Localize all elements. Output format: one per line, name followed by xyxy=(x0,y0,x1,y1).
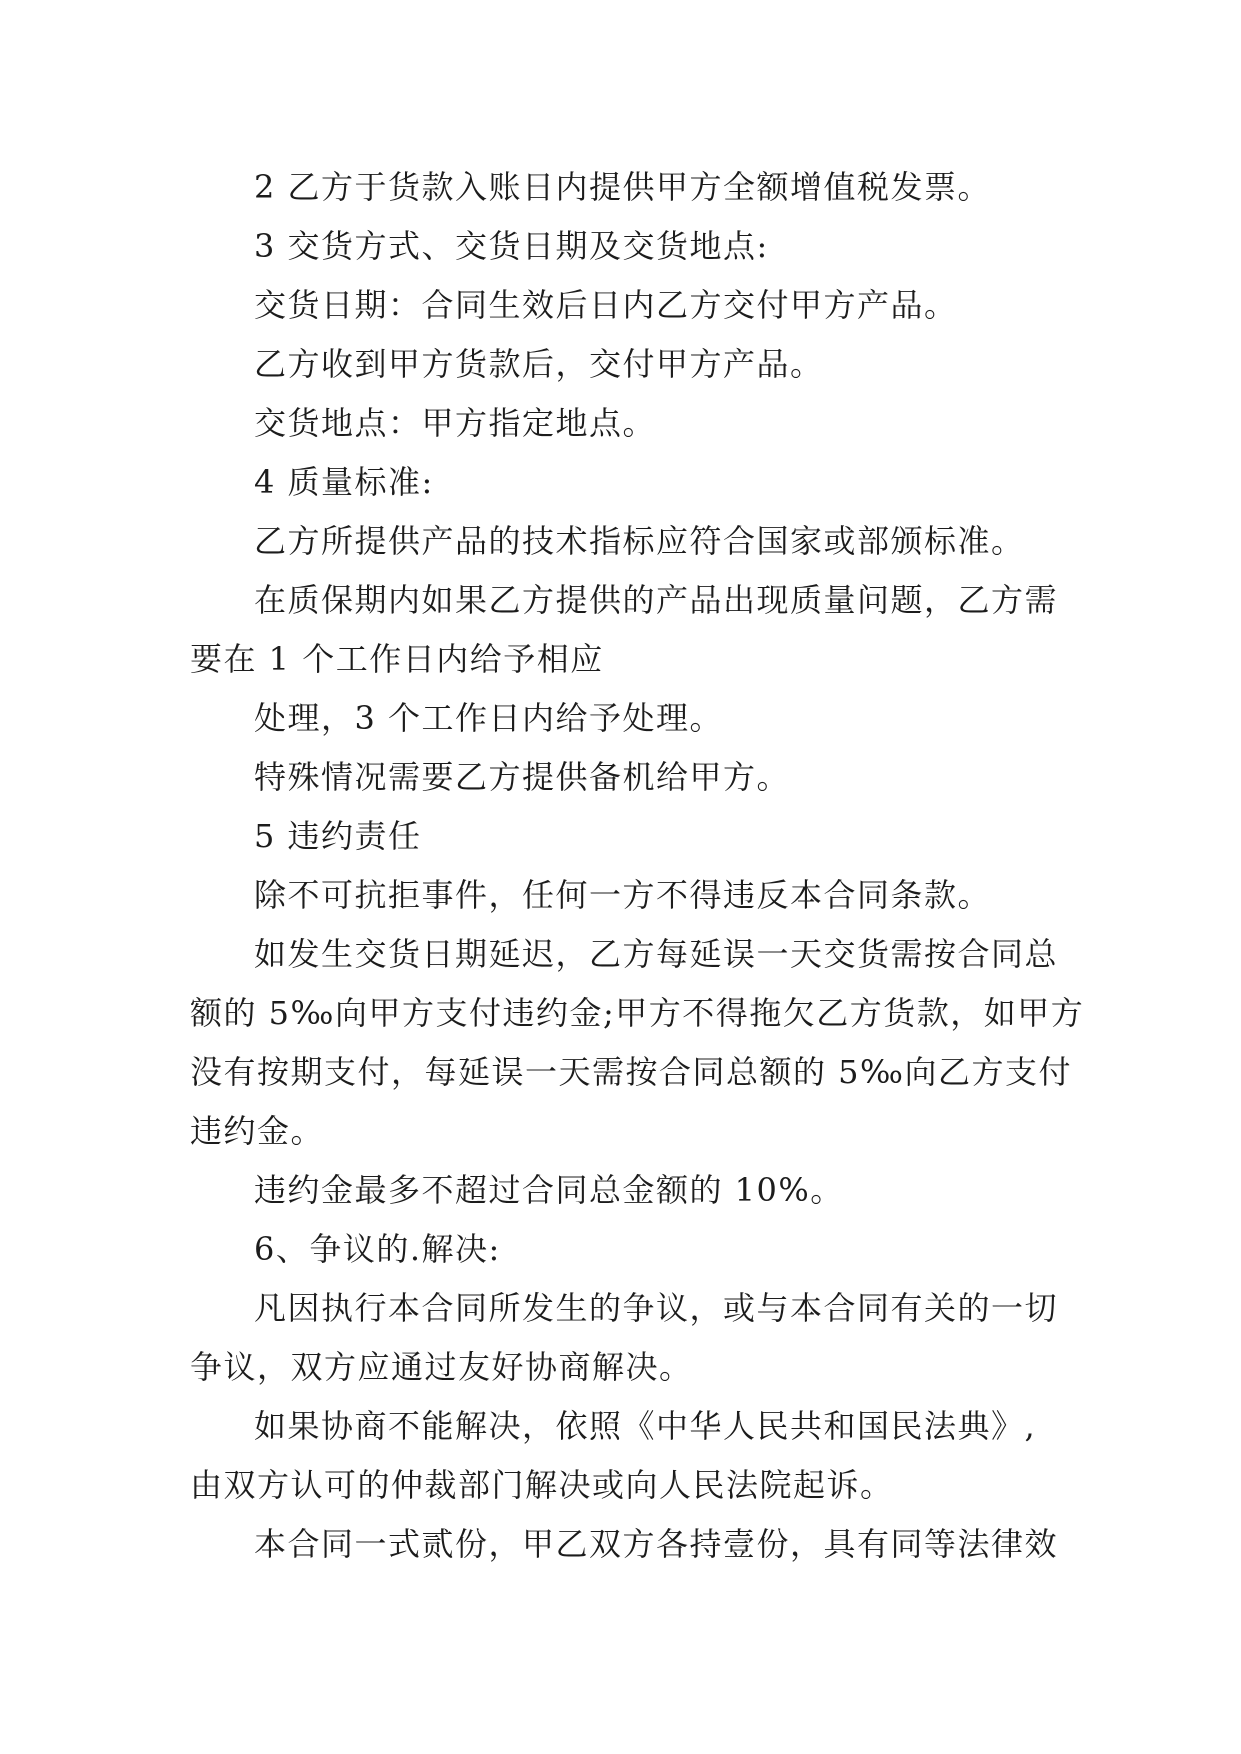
text-line: 5 违约责任 xyxy=(254,817,422,855)
text-line: 除不可抗拒事件，任何一方不得违反本合同条款。 xyxy=(254,876,992,914)
text-line: 如发生交货日期延迟，乙方每延误一天交货需按合同总 xyxy=(254,935,1059,973)
document-body xyxy=(190,158,1085,1574)
text-line: 交货地点：甲方指定地点。 xyxy=(254,404,657,442)
text-line: 由双方认可的仲裁部门解决或向人民法院起诉。 xyxy=(190,1466,894,1504)
text-line: 在质保期内如果乙方提供的产品出现质量问题，乙方需 xyxy=(254,581,1059,619)
text-line: 4 质量标准: xyxy=(254,463,434,501)
text-line: 本合同一式贰份，甲乙双方各持壹份，具有同等法律效 xyxy=(254,1525,1059,1563)
text-line: 乙方收到甲方货款后，交付甲方产品。 xyxy=(254,345,824,383)
text-line: 特殊情况需要乙方提供备机给甲方。 xyxy=(254,758,791,796)
text-line: 2 乙方于货款入账日内提供甲方全额增值税发票。 xyxy=(254,168,992,206)
text-line: 3 交货方式、交货日期及交货地点: xyxy=(254,227,769,265)
text-line: 违约金。 xyxy=(190,1112,325,1150)
text-line: 乙方所提供产品的技术指标应符合国家或部颁标准。 xyxy=(254,522,1025,560)
text-line: 交货日期：合同生效后日内乙方交付甲方产品。 xyxy=(254,286,958,324)
text-line: 争议，双方应通过友好协商解决。 xyxy=(190,1348,693,1386)
text-line: 要在 1 个工作日内给予相应 xyxy=(190,640,604,678)
text-line: 6、争议的.解决: xyxy=(254,1230,501,1268)
text-line: 违约金最多不超过合同总金额的 10%。 xyxy=(254,1171,844,1209)
text-line: 凡因执行本合同所发生的争议，或与本合同有关的一切 xyxy=(254,1289,1059,1327)
text-line: 额的 5‰向甲方支付违约金;甲方不得拖欠乙方货款，如甲方 xyxy=(190,994,1085,1032)
text-line: 处理，3 个工作日内给予处理。 xyxy=(254,699,724,737)
text-line: 没有按期支付，每延误一天需按合同总额的 5‰向乙方支付 xyxy=(190,1053,1072,1091)
text-line: 如果协商不能解决，依照《中华人民共和国民法典》, xyxy=(254,1407,1037,1445)
